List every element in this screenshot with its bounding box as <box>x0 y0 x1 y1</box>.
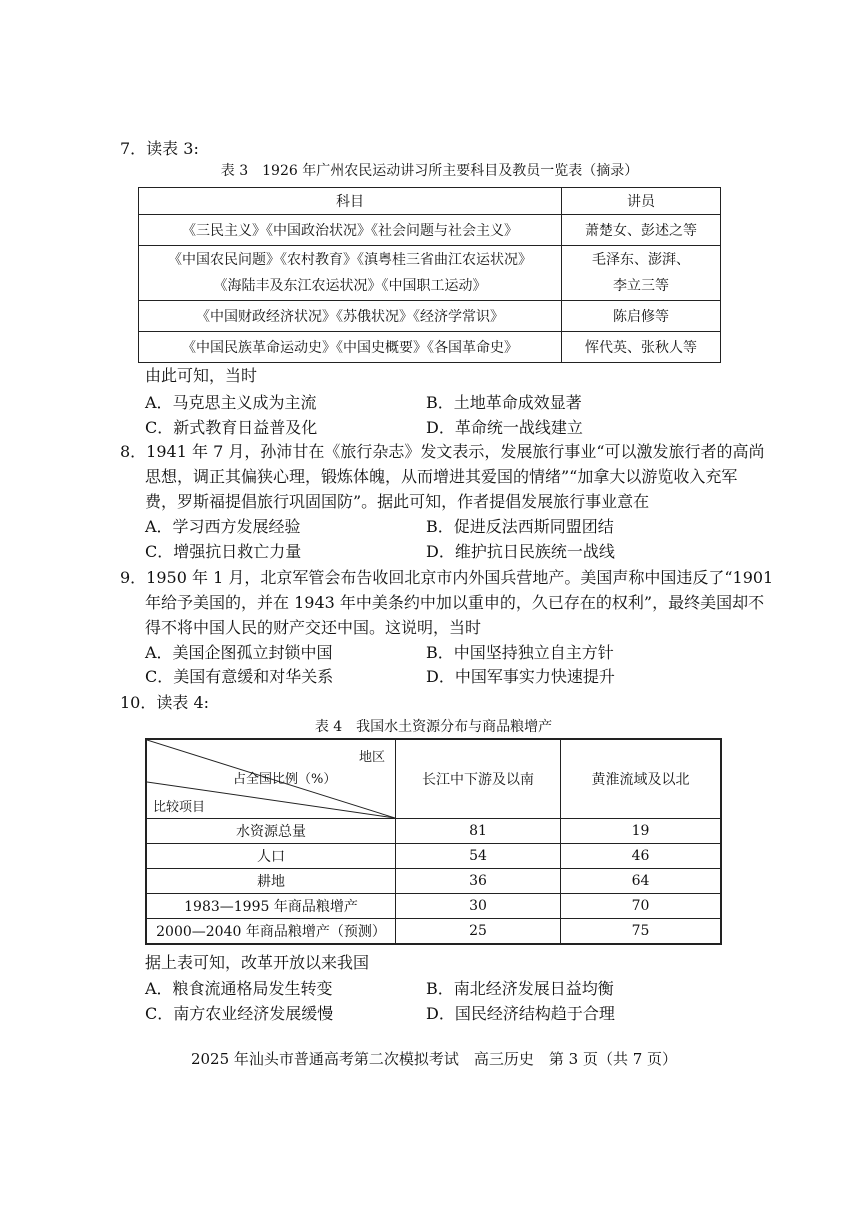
q10-after: 据上表可知，改革开放以来我国 <box>145 953 370 972</box>
q8-line-2: 思想，调正其偏狭心理，锻炼体魄，从而增进其爱国的情绪”“加拿大以游览收入充军 <box>145 467 738 486</box>
table3-teacher: 恽代英、张秋人等 <box>585 340 697 356</box>
q10-option-c[interactable]: C．南方农业经济发展缓慢 <box>145 1004 334 1023</box>
table3 <box>138 187 721 363</box>
table4-diag-ratio: 占全国比例（%） <box>233 772 337 787</box>
page-footer: 2025 年汕头市普通高考第二次模拟考试 高三历史 第 3 页（共 7 页） <box>190 1050 678 1068</box>
table-row <box>146 894 721 919</box>
q7-option-b[interactable]: B．土地革命成效显著 <box>426 393 582 412</box>
table4-item: 1983—1995 年商品粮增产 <box>146 894 396 919</box>
q7-option-a[interactable]: A．马克思主义成为主流 <box>145 393 317 412</box>
table4-south: 25 <box>396 919 561 945</box>
table3-subject: 《中国农民问题》《农村教育》《滇粤桂三省曲江农运状况》 <box>168 252 532 268</box>
table4-diag-item: 比较项目 <box>153 800 206 815</box>
table4-south: 54 <box>396 844 561 869</box>
table-row <box>146 919 721 945</box>
q8-line-3: 费，罗斯福提倡旅行巩固国防”。据此可知，作者提倡发展旅行事业意在 <box>145 492 650 511</box>
table4-diag-region: 地区 <box>358 750 385 765</box>
table3-row <box>139 215 721 246</box>
table3-header-teacher: 讲员 <box>562 188 721 215</box>
table3-caption: 表 3 1926 年广州农民运动讲习所主要科目及教员一览表（摘录） <box>220 163 639 179</box>
table4-south: 81 <box>396 819 561 844</box>
table4-north: 64 <box>561 869 722 894</box>
table4 <box>145 738 722 945</box>
table-row <box>146 819 721 844</box>
q9-line-3: 得不将中国人民的财产交还中国。这说明，当时 <box>145 618 482 637</box>
table4-caption: 表 4 我国水土资源分布与商品粮增产 <box>314 719 553 735</box>
table3-subject: 《中国财政经济状况》《苏俄状况》《经济学常识》 <box>196 309 504 325</box>
q8-option-b[interactable]: B．促进反法西斯同盟团结 <box>426 517 614 536</box>
q10-option-d[interactable]: D．国民经济结构趋于合理 <box>426 1004 615 1023</box>
table4-north: 19 <box>561 819 722 844</box>
table3-row <box>139 332 721 363</box>
table3-teacher: 萧楚女、彭述之等 <box>585 223 697 239</box>
table4-item: 水资源总量 <box>146 819 396 844</box>
table4-north: 75 <box>561 919 722 945</box>
q8-option-c[interactable]: C．增强抗日救亡力量 <box>145 542 302 561</box>
q7-stem: 7．读表 3: <box>120 139 199 158</box>
table4-header-south: 长江中下游及以南 <box>396 739 561 819</box>
table4-item: 人口 <box>146 844 396 869</box>
q8-option-d[interactable]: D．维护抗日民族统一战线 <box>426 542 615 561</box>
table3-subject: 《中国民族革命运动史》《中国史概要》《各国革命史》 <box>182 340 518 356</box>
table4-item: 2000—2040 年商品粮增产（预测） <box>146 919 396 945</box>
q8-option-a[interactable]: A．学习西方发展经验 <box>145 517 301 536</box>
table-row <box>146 844 721 869</box>
table4-north: 46 <box>561 844 722 869</box>
q10-stem: 10．读表 4: <box>120 693 210 712</box>
table3-row <box>139 246 721 301</box>
table4-header-north: 黄淮流域及以北 <box>561 739 722 819</box>
table4-south: 36 <box>396 869 561 894</box>
q9-line-2: 年给予美国的，并在 1943 年中美条约中加以重申的，久已存在的权利”，最终美国却不 <box>145 593 765 612</box>
q10-option-b[interactable]: B．南北经济发展日益均衡 <box>426 979 614 998</box>
table3-teacher-cont: 李立三等 <box>613 278 669 294</box>
q7-after: 由此可知，当时 <box>145 366 258 385</box>
q7-option-d[interactable]: D．革命统一战线建立 <box>426 418 583 437</box>
table4-item: 耕地 <box>146 869 396 894</box>
q9-option-a[interactable]: A．美国企图孤立封锁中国 <box>145 643 333 662</box>
table4-north: 70 <box>561 894 722 919</box>
q9-line-1: 9．1950 年 1 月，北京军管会布告收回北京市内外国兵营地产。美国声称中国违反了“1901 <box>120 568 774 587</box>
q10-option-a[interactable]: A．粮食流通格局发生转变 <box>145 979 333 998</box>
table3-teacher: 毛泽东、澎湃、 <box>592 252 690 268</box>
table3-subject-cont: 《海陆丰及东江农运状况》《中国职工运动》 <box>213 278 487 294</box>
table-row <box>146 869 721 894</box>
table4-south: 30 <box>396 894 561 919</box>
q8-line-1: 8．1941 年 7 月，孙沛甘在《旅行杂志》发文表示，发展旅行事业“可以激发旅行者的高尚 <box>120 442 765 461</box>
table3-subject: 《三民主义》《中国政治状况》《社会问题与社会主义》 <box>182 223 518 239</box>
table3-header-subject: 科目 <box>139 188 562 215</box>
table3-teacher: 陈启修等 <box>613 309 669 325</box>
table4-diagonal-header <box>147 740 395 818</box>
q9-option-c[interactable]: C．美国有意缓和对华关系 <box>145 667 334 686</box>
q9-option-d[interactable]: D．中国军事实力快速提升 <box>426 667 615 686</box>
table3-row <box>139 301 721 332</box>
q7-option-c[interactable]: C．新式教育日益普及化 <box>145 418 318 437</box>
q9-option-b[interactable]: B．中国坚持独立自主方针 <box>426 643 614 662</box>
